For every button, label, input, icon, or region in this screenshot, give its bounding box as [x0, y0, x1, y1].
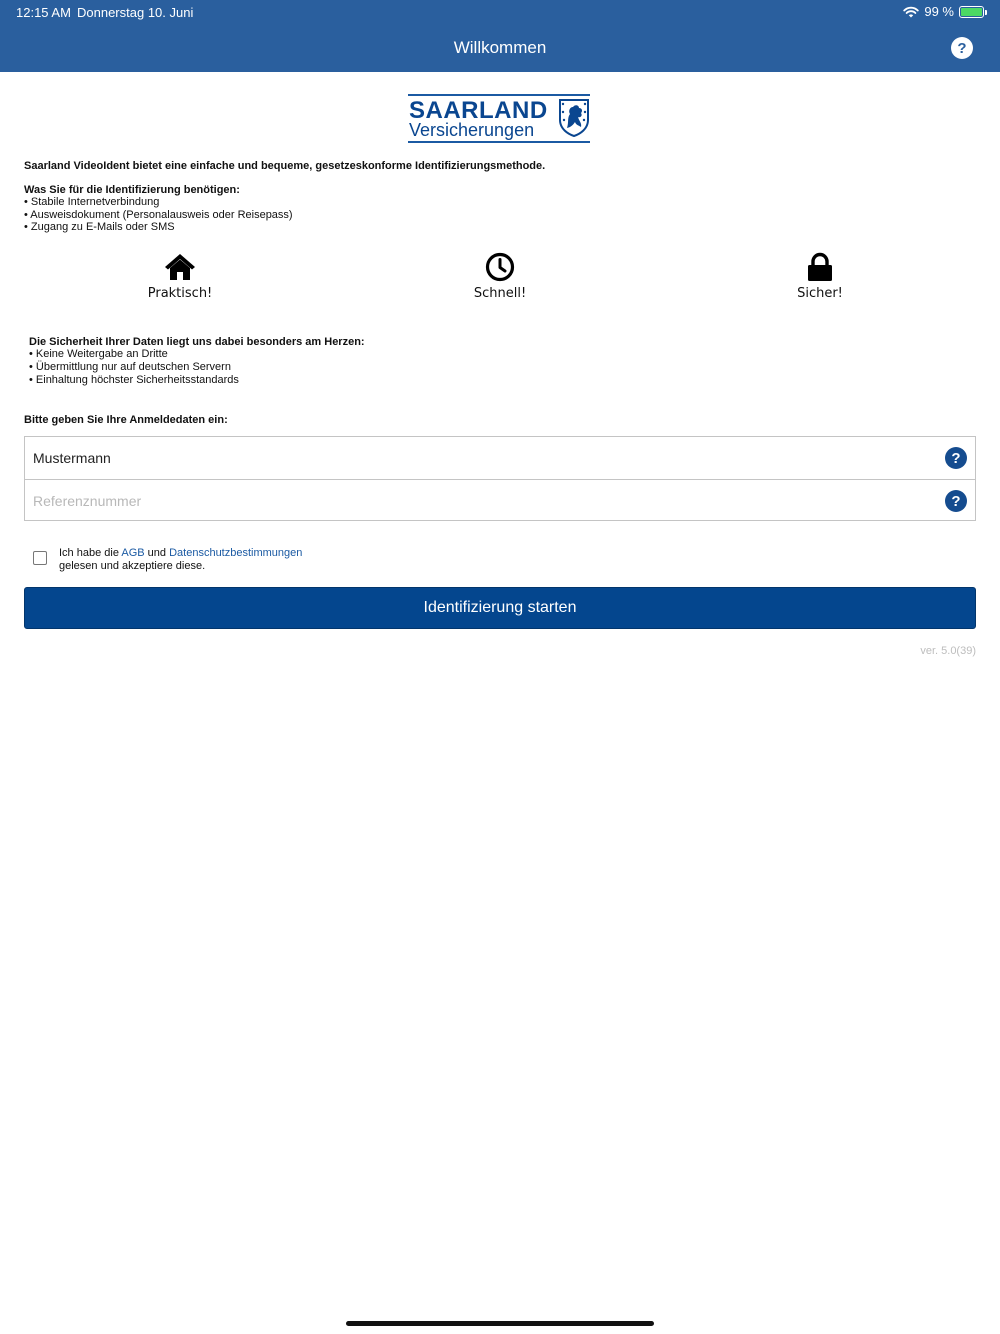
clock-icon: [485, 252, 515, 282]
privacy-link[interactable]: Datenschutzbestimmungen: [169, 547, 303, 559]
list-item: • Übermittlung nur auf deutschen Servern: [29, 361, 231, 373]
help-button[interactable]: [951, 37, 973, 59]
consent-prefix: Ich habe die: [59, 547, 122, 559]
wifi-icon: [903, 6, 919, 18]
logo-title: SAARLAND: [409, 97, 548, 124]
requirements-title: Was Sie für die Identifizierung benötigen:: [24, 184, 240, 196]
login-prompt: Bitte geben Sie Ihre Anmeldedaten ein:: [24, 414, 228, 426]
login-form: [24, 436, 976, 521]
intro-text: Saarland VideoIdent bietet eine einfache und bequeme, gesetzeskonforme Identifizierungsmethode.: [24, 160, 546, 172]
list-item: • Einhaltung höchster Sicherheitsstandards: [29, 374, 239, 386]
status-time: 12:15 AM: [16, 5, 71, 20]
question-icon: ?: [951, 492, 961, 510]
logo-subtitle: Versicherungen: [409, 120, 535, 140]
home-icon: [164, 252, 196, 282]
agb-link[interactable]: AGB: [121, 547, 145, 559]
battery-icon: [959, 6, 984, 18]
version-label: ver. 5.0(39): [920, 645, 976, 657]
top-bar: [0, 0, 1000, 72]
name-input[interactable]: [33, 445, 933, 471]
feature-practical: [120, 252, 240, 301]
list-item: • Ausweisdokument (Personalausweis oder Reisepass): [24, 208, 293, 221]
list-item: • Keine Weitergabe an Dritte: [29, 348, 168, 360]
status-indicators: [903, 4, 984, 19]
battery-percent: 99 %: [924, 4, 954, 19]
status-date: Donnerstag 10. Juni: [77, 5, 194, 20]
security-list: [29, 348, 239, 387]
feature-label: Praktisch!: [147, 286, 213, 301]
question-icon: ?: [951, 449, 961, 467]
home-indicator[interactable]: [346, 1321, 654, 1326]
page-title: Willkommen: [453, 38, 547, 57]
reference-number-input[interactable]: [33, 488, 933, 514]
lock-icon: [806, 252, 834, 282]
list-item: • Stabile Internetverbindung: [24, 196, 160, 208]
question-icon: ?: [957, 39, 967, 57]
logo-line: [408, 94, 590, 96]
consent-text: [59, 547, 302, 572]
consent-middle: und: [144, 547, 170, 559]
consent-suffix: gelesen und akzeptiere diese.: [59, 559, 206, 572]
logo-line: [408, 141, 590, 143]
consent-checkbox[interactable]: [33, 551, 47, 565]
feature-secure: [760, 252, 880, 301]
list-item: • Zugang zu E-Mails oder SMS: [24, 221, 175, 233]
reference-help-button[interactable]: [945, 490, 967, 512]
coat-of-arms-icon: [558, 98, 590, 138]
name-help-button[interactable]: [945, 447, 967, 469]
saarland-logo: [408, 94, 592, 144]
requirements-list: [24, 196, 293, 234]
start-identification-button[interactable]: Identifizierung starten: [24, 587, 976, 629]
reference-field-row: [25, 479, 975, 521]
security-title: Die Sicherheit Ihrer Daten liegt uns dabei besonders am Herzen:: [29, 336, 365, 348]
name-field-row: [25, 437, 975, 479]
feature-fast: [440, 252, 560, 301]
feature-label: Schnell!: [473, 286, 527, 301]
feature-label: Sicher!: [797, 286, 843, 301]
